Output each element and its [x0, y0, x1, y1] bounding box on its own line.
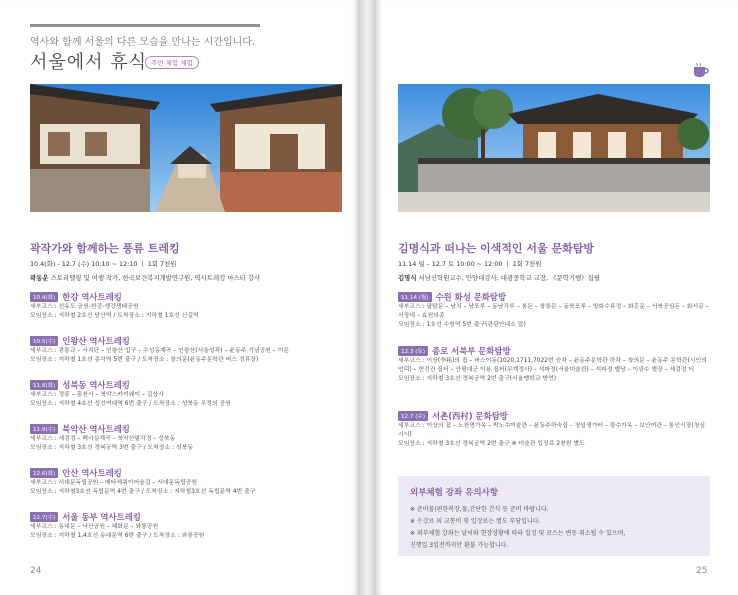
- course-meeting: 모임장소 : 지하철 1호선 종각역 5번 출구 / 도착장소 : 창의문(윤동주문학관 버스 정류장): [30, 357, 259, 363]
- course-item: [398, 345, 710, 384]
- book-gutter: [358, 0, 376, 595]
- course-item: [398, 291, 710, 330]
- course-item: [30, 423, 193, 453]
- course-route: 세부코스 : 선유도 공원-한강-생강생태공원: [30, 304, 139, 310]
- page-number: 24: [30, 566, 42, 576]
- course-meeting: 모임장소 : 1호선 수원역 5번 출구(관광안내소 앞): [398, 322, 526, 328]
- course-date: 11.9(수): [30, 424, 58, 434]
- course-route: 세부코스 : 이상의 집 – 노천명가옥 – 박노수미술관 – 윤동주하숙집 – 청일생가터 – 광수가옥 – 보안여관 – 통인시장(청심시시): [398, 423, 706, 438]
- course-meeting: 모임장소 : 지하철 4호선 성신여대역 6번 출구 / 도착장소 : 성북동 우정의 공원: [30, 401, 231, 407]
- schedule-info: 11.14 월 – 12.7 토 10:00 ~ 12:00 ㅣ 1회 7천원: [398, 260, 542, 268]
- course-date: 11.14 (월): [398, 292, 432, 302]
- course-item: [30, 379, 231, 409]
- course-date: 12.6(화): [30, 468, 58, 478]
- course-name: 한강 역사트레킹: [62, 292, 122, 302]
- course-item: [30, 467, 256, 497]
- notice-item: ※ 준비물(편한복장,물,간단한 간식 등 준비 바랍니다.: [410, 506, 549, 513]
- course-route: 세부코스 : 이상(李箱)의 집 – 버스이동(1020,1711,7022번 승차 – 윤동주문학관 하차 – 창의문 – 윤동주 문학관(시인의 언덕) – 현진건 집터 – 안평대군 이용 집터(무계정사) – 석파정(서울미술관) – 석파정 별당 – 이광수 별장 – 세검정 터: [398, 358, 707, 373]
- course-date: 10.4(화): [30, 292, 58, 302]
- course-item: [30, 335, 289, 365]
- course-date: 12.7 (수): [398, 411, 428, 421]
- course-route: 세부코스 : 광통교 – 사직단 – 인왕산 입구 – 수성동계곡 – 인왕산(서울성곽) – 윤동주 기념공원 – 이문: [30, 348, 290, 354]
- category-badge: 주민 체험 체험: [145, 56, 199, 69]
- course-name: 서울 동부 역사트레킹: [62, 512, 141, 522]
- hanok-village-photo: [398, 84, 710, 212]
- guide-name: 김명식: [398, 274, 417, 282]
- course-date: 12.3 (토): [398, 346, 428, 356]
- notice-item: ※ 수강료 외 교통비 및 입장료는 별도 부담입니다.: [410, 518, 541, 525]
- course-item: [398, 410, 710, 449]
- notice-title: 외부체험 강좌 유의사항: [410, 488, 499, 498]
- page-title: 서울에서 휴식: [30, 52, 148, 73]
- course-name: 서촌(西村) 문화탐방: [432, 411, 508, 421]
- course-meeting: 모임장소 : 지하철3호선 독립문역 4번 출구 / 도착장소 : 지하철3호선 독립문역 4번 출구: [30, 489, 256, 495]
- notice-box: [398, 476, 710, 556]
- course-meeting: 모임장소 : 지하철 3호선 경복궁역 3번 출구 / 도착장소 : 성북동: [30, 445, 194, 451]
- course-name: 종로 서북부 문화탐방: [432, 346, 511, 356]
- page-number: 25: [696, 566, 708, 576]
- course-name: 성북동 역사트레킹: [62, 380, 130, 390]
- course-name: 수원 화성 문화탐방: [435, 292, 507, 302]
- course-route: 세부코스 : 서대문독립공원 – 메타세쿼이어숲길 – 서대문독립공원: [30, 480, 198, 486]
- tagline: 역사와 함께 서울의 다른 모습을 만나는 시간입니다.: [30, 37, 256, 48]
- course-route: 세부코스 : 정릉 – 흥천사 – 북악스카이웨이 – 길상사: [30, 392, 164, 398]
- guide-name: 곽동운: [30, 274, 49, 282]
- hanok-alley-photo: [30, 84, 342, 212]
- coffee-cup-icon: [692, 62, 710, 78]
- left-page: [0, 0, 358, 595]
- section-title: 김명식과 떠나는 이색적인 서울 문화탐방: [398, 242, 594, 255]
- course-meeting: 모임장소 : 지하철 3호선 경복궁역 2번 출구(서울맹학교 방면): [398, 376, 557, 382]
- course-route: 세부코스 : 세검정 – 백사실계곡 – 북악산팔각정 – 성북동: [30, 436, 176, 442]
- guide-info: [30, 273, 260, 282]
- course-name: 인왕산 역사트레킹: [62, 336, 130, 346]
- course-meeting: 모임장소 : 지하철 2호선 당산역 / 도착장소 : 지하철 1호선 신길역: [30, 313, 199, 319]
- course-name: 안산 역사트레킹: [62, 468, 122, 478]
- guide-description: 스토리텔링 및 여행 작가, 한국보건복지개발연구원, 역사트레킹 마스터 강사: [48, 274, 261, 282]
- course-meeting: 모임장소 : 지하철 1,4호선 동대문역 6번 출구 / 도착장소 : 와룡공원: [30, 533, 205, 539]
- course-route: 세부코스 : 팔달문 – 남치 – 남포루 – 동남각루 – 봉돈 – 창룡문 – 동북포루 – 방화수류정 – 화홍문 – 서북공심돈 – 화서문 – 서장대 – 효원의종: [398, 304, 709, 319]
- section-title: 곽작가와 함께하는 풍류 트레킹: [30, 242, 180, 255]
- schedule-info: 10.4(화) - 12.7 (수) 10:10 ~ 12:10 ㅣ 1회 7천원: [30, 260, 177, 268]
- course-date: 12.7(수): [30, 512, 58, 522]
- course-name: 북악산 역사트레킹: [62, 424, 130, 434]
- course-date: 11.8(화): [30, 380, 58, 390]
- guide-info: [398, 273, 600, 282]
- course-route: 세부코스 : 동대문 – 낙산공원 – 혜화문 – 와룡공원: [30, 524, 159, 530]
- header-rule: [30, 24, 260, 27]
- notice-item: 진행일 3일전까지만 환불 가능합니다.: [410, 542, 509, 549]
- course-date: 10.5(수): [30, 336, 58, 346]
- notice-item: ※ 외부체험 강좌는 날씨와 현장상황에 따라 일정 및 코스는 변동 취소될 수 있으며,: [410, 530, 626, 537]
- guide-description: 서남신학원교수, 안양대강사, 대광중학교 교장, 《문학기행》집필: [416, 274, 600, 282]
- course-item: [30, 511, 204, 541]
- course-meeting: 모임장소 : 지하철 3호선 경복궁역 2번 출구 ※ 미술관 입장료 2천원 별도: [398, 441, 585, 447]
- course-item: [30, 291, 199, 321]
